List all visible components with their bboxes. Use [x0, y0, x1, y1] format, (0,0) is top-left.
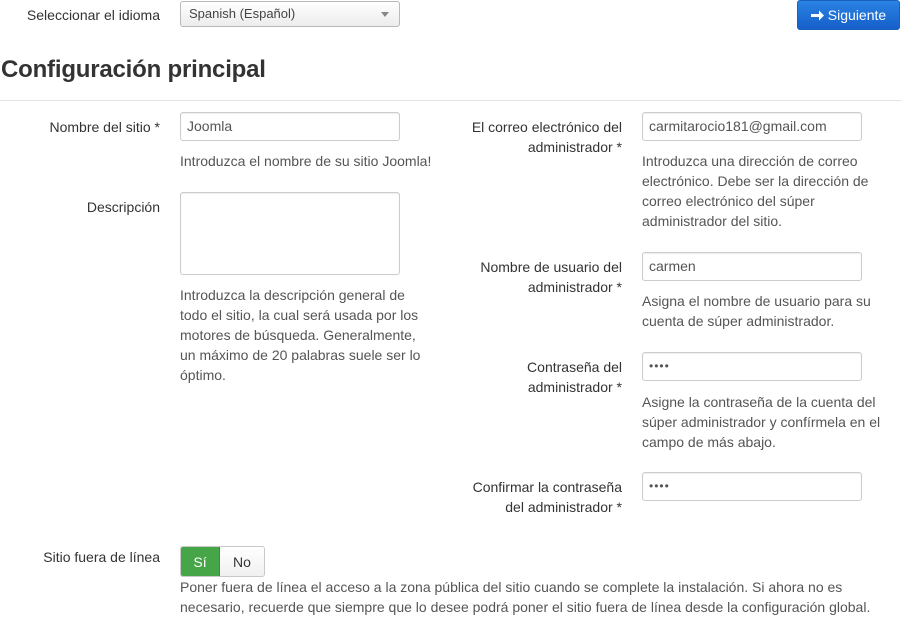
description-textarea[interactable]: [180, 192, 400, 275]
next-button[interactable]: [797, 0, 900, 30]
admin-password-label-line: Contraseña del: [527, 359, 622, 375]
page-title: Configuración principal: [1, 56, 266, 83]
admin-email-help-line: correo electrónico del súper: [642, 193, 815, 209]
description-help-line: Introduzca la descripción general de: [180, 287, 405, 303]
site-name-label: Nombre del sitio *: [49, 119, 160, 135]
admin-email-label: [440, 117, 622, 157]
admin-email-help: [642, 151, 900, 231]
admin-password-label-line: administrador *: [527, 379, 622, 395]
site-name-help: Introduzca el nombre de su sitio Joomla!: [180, 153, 432, 169]
offline-yes-button[interactable]: Sí: [181, 547, 220, 576]
description-label: Descripción: [86, 199, 160, 215]
admin-username-help-line: Asigna el nombre de usuario para su: [642, 293, 871, 309]
confirm-password-label-line: Confirmar la contraseña: [472, 479, 622, 495]
admin-password-help-line: Asigne la contraseña de la cuenta del: [642, 394, 876, 410]
arrow-right-icon: [811, 10, 824, 21]
offline-toggle[interactable]: [180, 546, 265, 577]
admin-email-label-line: El correo electrónico del: [471, 119, 622, 135]
admin-password-help: [642, 392, 900, 452]
admin-email-input[interactable]: carmitarocio181@gmail.com: [642, 112, 862, 141]
admin-username-label-line: Nombre de usuario del: [480, 259, 622, 275]
description-help-line: todo el sitio, la cual será usada por los: [180, 307, 419, 323]
admin-email-help-line: electrónico. Debe ser la dirección de: [642, 173, 869, 189]
offline-no-button[interactable]: No: [220, 547, 264, 576]
language-select-value: Spanish (Español): [189, 6, 296, 21]
next-button-label: Siguiente: [827, 7, 887, 23]
admin-email-label-line: administrador *: [527, 139, 622, 155]
description-help-line: óptimo.: [180, 367, 226, 383]
language-label: Seleccionar el idioma: [26, 7, 160, 23]
admin-email-help-line: administrador del sitio.: [642, 213, 783, 229]
admin-password-input[interactable]: ••••: [642, 352, 862, 381]
confirm-password-input[interactable]: ••••: [642, 472, 862, 501]
description-help: [180, 285, 440, 385]
offline-help-line: Poner fuera de línea el acceso a la zona pública del sitio cuando se complete la instalación. Si ahora no es: [180, 579, 843, 595]
offline-help-line: necesario, recuerde que siempre que lo desee podrá poner el sitio fuera de línea desde la configuración global.: [180, 599, 871, 615]
admin-password-label: [440, 357, 622, 397]
chevron-down-icon: [381, 12, 389, 17]
admin-username-label: [440, 257, 622, 297]
offline-help: [180, 577, 900, 617]
confirm-password-label: [440, 477, 622, 517]
language-select[interactable]: [180, 1, 400, 27]
admin-email-help-line: Introduzca una dirección de correo: [642, 153, 858, 169]
title-divider: [0, 100, 902, 101]
admin-password-help-line: súper administrador y confírmela en el: [642, 414, 881, 430]
description-help-line: un máximo de 20 palabras suele ser lo: [180, 347, 421, 363]
admin-password-help-line: campo de más abajo.: [642, 434, 776, 450]
offline-label: Sitio fuera de línea: [43, 549, 160, 565]
admin-username-help-line: cuenta de súper administrador.: [642, 313, 835, 329]
admin-username-help: [642, 291, 900, 331]
site-name-input[interactable]: Joomla: [180, 112, 400, 141]
description-help-line: motores de búsqueda. Generalmente,: [180, 327, 416, 343]
confirm-password-label-line: del administrador *: [505, 499, 622, 515]
admin-username-label-line: administrador *: [527, 279, 622, 295]
admin-username-input[interactable]: carmen: [642, 252, 862, 281]
